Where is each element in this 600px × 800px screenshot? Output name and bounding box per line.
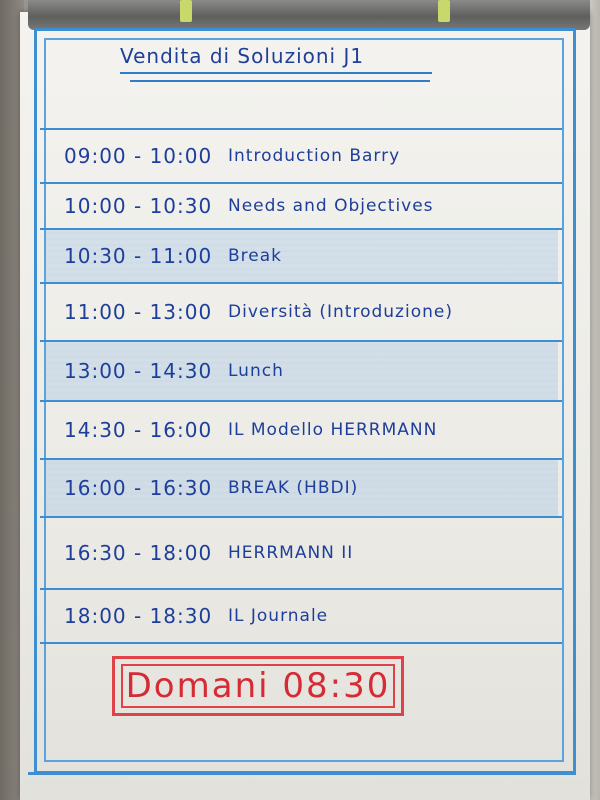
row-label: IL Modello HERRMANN: [228, 420, 438, 440]
schedule-row: [46, 590, 558, 642]
row-time: 16:30 - 18:00: [64, 541, 213, 565]
frame-bottom-line: [28, 772, 576, 775]
row-time: 18:00 - 18:30: [64, 604, 213, 628]
row-label: Diversità (Introduzione): [228, 302, 453, 322]
row-label: BREAK (HBDI): [228, 478, 359, 498]
row-label: Needs and Objectives: [228, 196, 434, 216]
row-label: Lunch: [228, 361, 284, 381]
row-rule: [40, 642, 562, 644]
schedule-row: [46, 460, 558, 516]
title-underline-second: [130, 80, 430, 82]
schedule-row: [46, 402, 558, 458]
schedule-row: [46, 130, 558, 182]
schedule-row: [46, 284, 558, 340]
flipchart-bar: [28, 0, 590, 30]
next-day-text: Domani 08:30: [125, 666, 391, 706]
clip-right: [438, 0, 450, 22]
row-time: 09:00 - 10:00: [64, 144, 213, 168]
row-time: 16:00 - 16:30: [64, 476, 213, 500]
schedule-row: [46, 518, 558, 588]
row-time: 10:30 - 11:00: [64, 244, 213, 268]
row-time: 10:00 - 10:30: [64, 194, 213, 218]
schedule-row: [46, 342, 558, 400]
row-label: Break: [228, 246, 282, 266]
row-label: Introduction Barry: [228, 146, 401, 166]
title-underline: [120, 72, 432, 74]
row-label: HERRMANN II: [228, 543, 354, 563]
schedule-row: [46, 230, 558, 282]
chart-title: Vendita di Soluzioni J1: [120, 44, 365, 68]
row-time: 11:00 - 13:00: [64, 300, 213, 324]
next-day-box: [112, 656, 404, 716]
row-label: IL Journale: [228, 606, 329, 626]
row-time: 14:30 - 16:00: [64, 418, 213, 442]
row-time: 13:00 - 14:30: [64, 359, 213, 383]
clip-left: [180, 0, 192, 22]
schedule-row: [46, 184, 558, 228]
